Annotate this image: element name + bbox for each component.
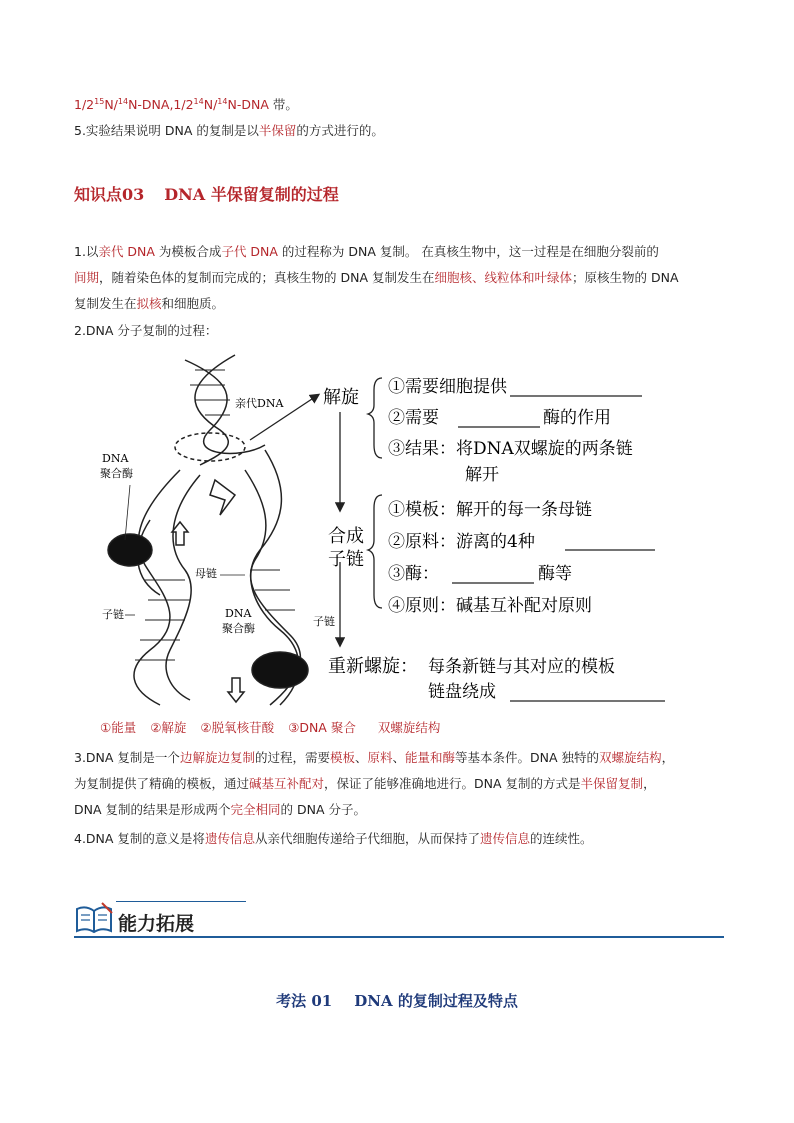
section-header [74, 897, 724, 941]
section-header-rule-top [116, 901, 246, 902]
paragraph-1-line-2: 间期，随着染色体的复制而完成的；真核生物的 DNA 复制发生在细胞核、线粒体和叶绿体；原核生物的 DNA [74, 270, 679, 285]
method-title: 考法 01 DNA 的复制过程及特点 [276, 992, 518, 1010]
paragraph-1-line-1: 1.以亲代 DNA 为模板合成子代 DNA 的过程称为 DNA 复制。 在真核生物中，这一过程是在细胞分裂前的 [74, 244, 659, 259]
parent-dna-label: 亲代DNA [235, 397, 284, 410]
paragraph-2: 2.DNA 分子复制的过程： [74, 323, 218, 338]
step-unwinding: 解旋 [323, 387, 359, 408]
step-synthesis-b: 子链 [328, 549, 364, 570]
brace-2 [368, 495, 382, 608]
mother-chain-label: 母链 [195, 567, 217, 580]
paragraph-1-line-3: 复制发生在拟核和细胞质。 [74, 296, 225, 311]
result-line: $1/2^{15}N/^{14}N-DNA,1/2^{14}N/^{14}N$-DNA 带。 [74, 96, 298, 112]
step2-item-3: ③酶： [388, 564, 439, 584]
step3-item-2: 链盘绕成 [428, 682, 496, 702]
step2-item-1: ①模板：解开的每一条母链 [388, 500, 592, 520]
paragraph-3-line-2: 为复制提供了精确的模板，通过碱基互补配对，保证了能够准确地进行。DNA 复制的方式是半保留复制， [74, 776, 656, 791]
daughter-chain-label-1: 子链 [102, 608, 124, 621]
answer-key: ①能量 ②解旋 ②脱氧核苷酸 ③DNA 聚合 双螺旋结构 [100, 720, 441, 735]
open-book-icon [74, 901, 114, 935]
conclusion-line: 5.实验结果说明 DNA 的复制是以半保留的方式进行的。 [74, 123, 384, 138]
dna-polymerase-label-1b: 聚合酶 [100, 467, 133, 480]
paragraph-3-line-3: DNA 复制的结果是形成两个完全相同的 DNA 分子。 [74, 802, 367, 817]
step3-item-1: 每条新链与其对应的模板 [428, 657, 615, 677]
dna-replication-diagram [90, 350, 690, 710]
step1-item-1: ①需要细胞提供 [388, 377, 507, 397]
step1-item-2: ②需要 [388, 408, 439, 428]
paragraph-3-line-1: 3.DNA 复制是一个边解旋边复制的过程，需要模板、原料、能量和酶等基本条件。DNA 独特的双螺旋结构， [74, 750, 675, 765]
step1-item-3: ③结果：将DNA双螺旋的两条链 [388, 439, 633, 459]
paragraph-4: 4.DNA 复制的意义是将遗传信息从亲代细胞传递给子代细胞，从而保持了遗传信息的连续性。 [74, 831, 593, 846]
section-label: 能力拓展 [118, 913, 195, 935]
step-rewinding: 重新螺旋： [328, 656, 418, 677]
dna-polymerase-label-1: DNA [102, 452, 129, 465]
step2-item-4: ④原则：碱基互补配对原则 [388, 596, 592, 616]
step1-item-3b: 解开 [465, 465, 499, 485]
step-synthesis-a: 合成 [328, 526, 364, 547]
step1-item-2b: 酶的作用 [543, 408, 611, 428]
step2-item-2: ②原料：游离的4种 [388, 532, 535, 552]
dna-polymerase-label-2b: 聚合酶 [222, 622, 255, 635]
brace-1 [368, 378, 382, 458]
daughter-chain-label-2: 子链 [313, 615, 335, 628]
section-header-rule [74, 936, 724, 938]
dna-polymerase-label-2: DNA [225, 607, 252, 620]
step2-item-3b: 酶等 [538, 564, 572, 584]
knowledge-point-title: 知识点03 DNA 半保留复制的过程 [74, 185, 339, 204]
